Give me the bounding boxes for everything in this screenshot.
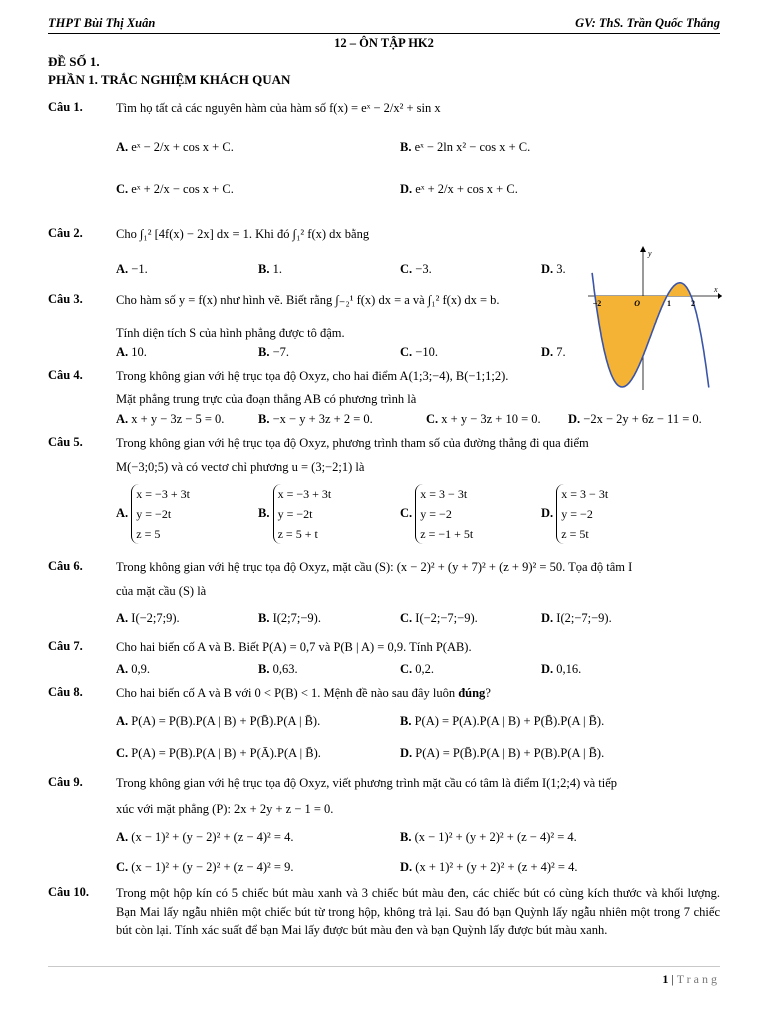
option-d-system [556, 484, 608, 544]
option-b-text: 1. [272, 262, 282, 276]
question-number: Câu 9. [48, 775, 83, 789]
option-d-text: 3. [556, 262, 566, 276]
question-number: Câu 8. [48, 685, 83, 699]
option-b-system [273, 484, 332, 544]
option-a[interactable]: A. x + y − 3z − 5 = 0. [116, 412, 225, 426]
option-b[interactable]: B. (x − 1)² + (y + 2)² + (z − 4)² = 4. [400, 830, 577, 844]
option-a[interactable]: A. (x − 1)² + (y − 2)² + (z − 4)² = 4. [116, 830, 294, 844]
page-header [48, 14, 720, 34]
option-c[interactable]: C. eˣ + 2/x − cos x + C. [116, 182, 234, 196]
y-axis-arrow [640, 246, 646, 252]
option-d[interactable]: D. (x + 1)² + (y + 2)² + (z + 4)² = 4. [400, 860, 578, 874]
question-text: Cho hai biến cố A và B. Biết P(A) = 0,7 và P(B | A) = 0,9. Tính P(AB). [116, 640, 472, 654]
option-c[interactable]: C. −10. [400, 345, 438, 359]
option-b-text: I(2;7;−9). [272, 611, 321, 625]
question-text: Trong không gian với hệ trục tọa độ Oxyz, viết phương trình mặt cầu có tâm là điểm I(1;2;4) và tiếp [116, 776, 618, 790]
page-separator: | [671, 972, 674, 986]
question-text-emphasis: đúng [458, 686, 486, 700]
school-name: THPT Bùi Thị Xuân [48, 16, 156, 30]
question-10 [48, 884, 720, 964]
page-number [662, 972, 720, 987]
eq-y: y = −2 [420, 507, 452, 521]
document-title: 12 – ÔN TẬP HK2 [334, 36, 434, 50]
option-c-text: I(−2;−7;−9). [415, 611, 478, 625]
option-d[interactable]: D. 0,16. [541, 662, 582, 676]
option-c-text: P(A) = P(B).P(A | B) + P(Ā).P(A | B̄). [131, 746, 321, 760]
question-text: Tìm họ tất cả các nguyên hàm của hàm số f(x) = eˣ − 2/x² + sin x [116, 101, 441, 115]
option-d[interactable]: D. I(2;−7;−9). [541, 611, 612, 625]
question-text: Cho hàm số y = f(x) như hình vẽ. Biết rằng ∫₋₂¹ f(x) dx = a và ∫₁² f(x) dx = b. [116, 293, 500, 307]
eq-x: x = −3 + 3t [277, 487, 332, 501]
option-b-text: −x − y + 3z + 2 = 0. [272, 412, 373, 426]
option-d-text: −2x − 2y + 6z − 11 = 0. [583, 412, 702, 426]
eq-y: y = −2t [277, 507, 313, 521]
question-number: Câu 3. [48, 292, 83, 306]
option-a[interactable]: A. x = −3 + 3t y = −2t z = 5 [116, 484, 190, 544]
question-number: Câu 5. [48, 435, 83, 449]
question-1 [48, 94, 720, 214]
page-footer [48, 966, 720, 990]
question-8 [48, 684, 720, 764]
option-a-text: eˣ − 2/x + cos x + C. [131, 140, 234, 154]
question-text-end: ? [485, 686, 491, 700]
eq-x: x = 3 − 3t [561, 487, 609, 501]
option-c-text: −3. [415, 262, 432, 276]
option-b-text: 0,63. [272, 662, 298, 676]
question-text: Trong một hộp kín có 5 chiếc bút màu xanh và 3 chiếc bút màu đen, các chiếc bút có cùng kích thước và khối lượng. Bạn Mai lấy ngẫu nhiên một chiếc bút từ trong hộp, không trả lại. Sau đó bạn Quỳnh lấy ngẫu nhiên một trong 7 chiếc bút còn lại. Tính xác suất để bạn Mai lấy được bút màu đen và bạn Quỳnh lấy được bút màu xanh. [116, 886, 720, 937]
question-text: Trong không gian với hệ trục tọa độ Oxyz, phương trình tham số của đường thẳng đi qua điểm [116, 436, 589, 450]
option-c-system [415, 484, 473, 544]
option-b-text: eˣ − 2ln x² − cos x + C. [414, 140, 531, 154]
question-text: Trong không gian với hệ trục tọa độ Oxyz, mặt cầu (S): (x − 2)² + (y + 7)² + (z + 9)² = 50. Tọa độ tâm I [116, 560, 633, 574]
option-c[interactable]: C. P(A) = P(B).P(A | B) + P(Ā).P(A | B̄). [116, 746, 321, 760]
option-b[interactable]: B. x = −3 + 3t y = −2t z = 5 + t [258, 484, 331, 544]
question-text-line-2: xúc với mặt phẳng (P): 2x + 2y + z − 1 = 0. [116, 802, 334, 816]
option-d-text: (x + 1)² + (y + 2)² + (z + 4)² = 4. [415, 860, 578, 874]
option-b[interactable]: B. P(A) = P(A).P(A | B) + P(B̄).P(A | B̄). [400, 714, 605, 728]
option-d-text: eˣ + 2/x + cos x + C. [415, 182, 518, 196]
option-c[interactable]: C. (x − 1)² + (y − 2)² + (z − 4)² = 9. [116, 860, 294, 874]
option-d-text: I(2;−7;−9). [556, 611, 612, 625]
eq-z: z = 5 [136, 527, 161, 541]
option-c-text: 0,2. [415, 662, 435, 676]
option-c[interactable]: C. 0,2. [400, 662, 435, 676]
option-b-text: −7. [272, 345, 290, 359]
option-c-text: eˣ + 2/x − cos x + C. [131, 182, 234, 196]
option-c-text: −10. [415, 345, 438, 359]
option-d[interactable]: D. eˣ + 2/x + cos x + C. [400, 182, 518, 196]
tick-label-neg2: −2 [592, 299, 602, 308]
question-7 [48, 638, 720, 680]
question-number: Câu 4. [48, 368, 83, 382]
option-a[interactable]: A. P(A) = P(B).P(A | B) + P(B̄).P(A | B̄). [116, 714, 321, 728]
part-heading: PHẦN 1. TRẮC NGHIỆM KHÁCH QUAN [48, 72, 291, 87]
option-c[interactable]: C. −3. [400, 262, 432, 276]
question-number: Câu 2. [48, 226, 83, 240]
question-number: Câu 6. [48, 559, 83, 573]
option-a-text: −1. [131, 262, 148, 276]
eq-x: x = −3 + 3t [136, 487, 190, 501]
option-d[interactable]: D. 3. [541, 262, 566, 276]
question-5 [48, 432, 720, 552]
option-b[interactable]: B. 0,63. [258, 662, 298, 676]
option-d[interactable]: D. −2x − 2y + 6z − 11 = 0. [568, 412, 702, 426]
teacher-name: GV: ThS. Trần Quốc Thắng [575, 16, 720, 30]
option-a-text: x + y − 3z − 5 = 0. [131, 412, 225, 426]
question-text: Cho ∫₁² [4f(x) − 2x] dx = 1. Khi đó ∫₁² f(x) dx bằng [116, 227, 370, 241]
eq-x: x = 3 − 3t [420, 487, 468, 501]
exam-number: ĐỀ SỐ 1. [48, 54, 100, 69]
question-text-line-2: Mặt phẳng trung trực của đoạn thẳng AB có phương trình là [116, 392, 417, 406]
option-a[interactable]: A. 10. [116, 345, 147, 359]
question-text [116, 682, 720, 705]
option-b[interactable]: B. I(2;7;−9). [258, 611, 321, 625]
option-b-text: P(A) = P(A).P(A | B) + P(B̄).P(A | B̄). [414, 714, 605, 728]
option-b-text: (x − 1)² + (y + 2)² + (z − 4)² = 4. [414, 830, 577, 844]
question-6 [48, 556, 720, 632]
question-number: Câu 1. [48, 100, 83, 114]
option-a[interactable]: A. 0,9. [116, 662, 151, 676]
tick-label-2: 2 [691, 299, 695, 308]
option-a[interactable]: A. eˣ − 2/x + cos x + C. [116, 140, 234, 154]
x-axis-arrow [718, 293, 722, 299]
question-number: Câu 7. [48, 639, 83, 653]
option-a[interactable]: A. I(−2;7;9). [116, 611, 180, 625]
option-c[interactable]: C. I(−2;−7;−9). [400, 611, 478, 625]
option-a-text: I(−2;7;9). [131, 611, 180, 625]
option-a[interactable]: A. −1. [116, 262, 148, 276]
question-text-line-2: của mặt cầu (S) là [116, 584, 207, 598]
option-a-text: 10. [131, 345, 147, 359]
option-b[interactable]: B. −7. [258, 345, 290, 359]
question-text-main: Cho hai biến cố A và B với 0 < P(B) < 1. Mệnh đề nào sau đây luôn [116, 686, 456, 700]
option-c-text: (x − 1)² + (y − 2)² + (z − 4)² = 9. [131, 860, 294, 874]
question-number: Câu 10. [48, 885, 89, 899]
eq-z: z = −1 + 5t [420, 527, 474, 541]
eq-z: z = 5 + t [277, 527, 318, 541]
question-9 [48, 772, 720, 880]
option-c[interactable]: C. x = 3 − 3t y = −2 z = −1 + 5t [400, 484, 473, 544]
option-a-text: P(A) = P(B).P(A | B) + P(B̄).P(A | B̄). [131, 714, 321, 728]
question-text-line-2: Tính diện tích S của hình phẳng được tô đậm. [116, 326, 345, 340]
eq-y: y = −2 [561, 507, 593, 521]
option-a-text: (x − 1)² + (y − 2)² + (z − 4)² = 4. [131, 830, 294, 844]
y-label: y [648, 249, 652, 258]
option-a-system [131, 484, 190, 544]
eq-z: z = 5t [561, 527, 589, 541]
option-b[interactable]: B. 1. [258, 262, 282, 276]
option-d[interactable]: D. x = 3 − 3t y = −2 z = 5t [541, 484, 608, 544]
option-d-text: P(A) = P(B̄).P(A | B) + P(B).P(A | B̄). [415, 746, 605, 760]
page-number-value: 1 [662, 972, 669, 986]
question-3 [48, 286, 588, 364]
option-b[interactable]: B. eˣ − 2ln x² − cos x + C. [400, 140, 531, 154]
option-d-text: 0,16. [556, 662, 582, 676]
question-4 [48, 368, 720, 428]
question-text: Trong không gian với hệ trục tọa độ Oxyz, cho hai điểm A(1;3;−4), B(−1;1;2). [116, 369, 509, 383]
option-b[interactable]: B. −x − y + 3z + 2 = 0. [258, 412, 373, 426]
tick-label-1: 1 [667, 299, 671, 308]
question-text-line-2: M(−3;0;5) và có vectơ chỉ phương u = (3;−2;1) là [116, 460, 365, 474]
origin-label: O [634, 299, 640, 308]
option-c[interactable]: C. x + y − 3z + 10 = 0. [426, 412, 541, 426]
x-label: x [714, 285, 718, 294]
page-word: Trang [676, 972, 720, 986]
option-d[interactable]: D. P(A) = P(B̄).P(A | B) + P(B).P(A | B̄). [400, 746, 605, 760]
option-a-text: 0,9. [131, 662, 151, 676]
eq-y: y = −2t [136, 507, 172, 521]
option-c-text: x + y − 3z + 10 = 0. [441, 412, 541, 426]
option-d-text: 7. [556, 345, 566, 359]
option-d[interactable]: D. 7. [541, 345, 566, 359]
